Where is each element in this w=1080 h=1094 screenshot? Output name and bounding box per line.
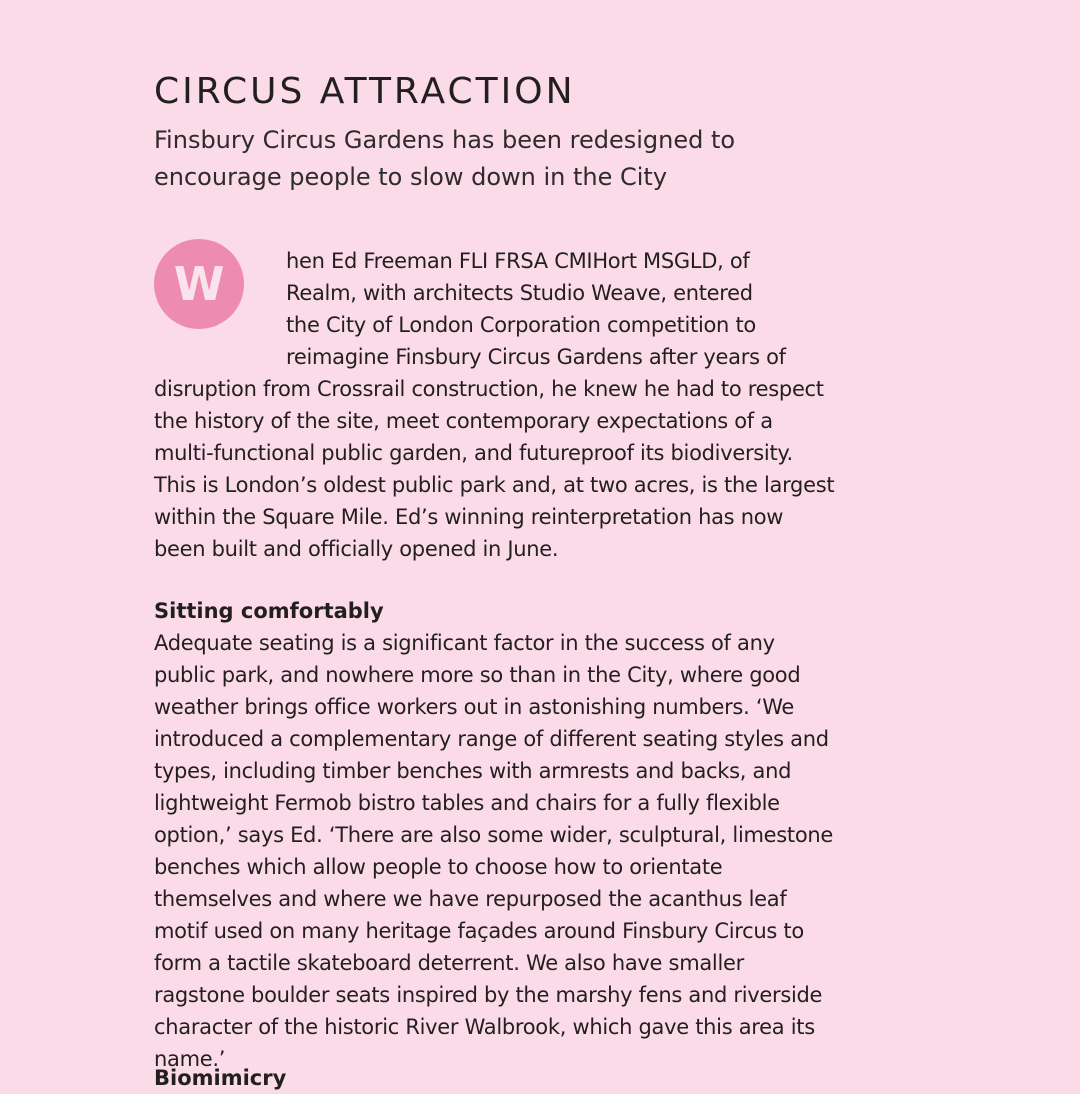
section-heading: Sitting comfortably bbox=[154, 599, 384, 623]
lead-line: within the Square Mile. Ed’s winning reinterpretation has now bbox=[154, 505, 784, 529]
article bbox=[154, 66, 834, 1075]
lead-line: disruption from Crossrail construction, he knew he had to respect bbox=[154, 377, 824, 401]
article-subtitle: Finsbury Circus Gardens has been redesigned to encourage people to slow down in the City bbox=[154, 126, 736, 191]
article-title: CIRCUS ATTRACTION bbox=[154, 71, 576, 112]
drop-cap: W bbox=[154, 239, 244, 329]
lead-line: This is London’s oldest public park and, at two acres, is the largest bbox=[154, 473, 835, 497]
lead-line: hen Ed Freeman FLI FRSA CMIHort MSGLD, of bbox=[286, 249, 750, 273]
lead-line: been built and officially opened in June. bbox=[154, 537, 559, 561]
lead-line: the City of London Corporation competition to bbox=[286, 313, 756, 337]
lead-line: reimagine Finsbury Circus Gardens after years of bbox=[286, 345, 786, 369]
next-section-heading: Biomimicry bbox=[154, 1066, 287, 1090]
lead-line: the history of the site, meet contemporary expectations of a bbox=[154, 409, 773, 433]
lead-line: multi-functional public garden, and futureproof its biodiversity. bbox=[154, 441, 793, 465]
lead-paragraph bbox=[154, 245, 834, 565]
section-paragraph: Adequate seating is a significant factor in the success of any public park, and nowhere more so than in the City, where good weather brings office workers out in astonishing numbers. ‘We introduced a complementary range of different seating styles and types, including timber benches with armrests and backs, and lightweight Fermob bistro tables and chairs for a fully flexible option,’ says Ed. ‘There are also some wider, sculptural, limestone benches which allow people to choose how to orientate themselves and where we have repurposed the acanthus leaf motif used on many heritage façades around Finsbury Circus to form a tactile skateboard deterrent. We also have smaller ragstone boulder seats inspired by the marshy fens and riverside character of the historic River Walbrook, which gave this area its name.’ bbox=[154, 631, 834, 1071]
lead-line: Realm, with architects Studio Weave, entered bbox=[286, 281, 753, 305]
